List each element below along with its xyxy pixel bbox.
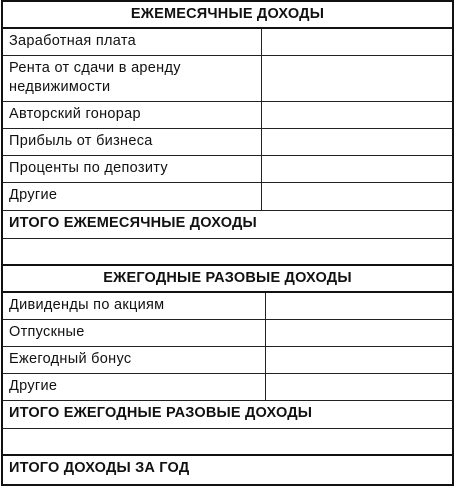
value-cell[interactable]	[261, 29, 452, 55]
row-label: Другие	[9, 187, 58, 203]
value-cell[interactable]	[261, 56, 452, 101]
monthly-income-header: ЕЖЕМЕСЯЧНЫЕ ДОХОДЫ	[3, 2, 452, 29]
table-row	[3, 156, 452, 183]
table-row	[3, 293, 452, 320]
row-label: Рента от сдачи в аренду недвижимости	[9, 60, 181, 95]
row-label: Прибыль от бизнеса	[9, 133, 153, 149]
table-row	[3, 374, 452, 401]
value-cell[interactable]	[265, 374, 452, 400]
table-row	[3, 102, 452, 129]
value-cell[interactable]	[265, 320, 452, 346]
value-cell[interactable]	[261, 102, 452, 128]
value-cell[interactable]	[265, 293, 452, 319]
table-row	[3, 56, 452, 102]
value-cell[interactable]	[261, 183, 452, 210]
table-row	[3, 320, 452, 347]
income-table	[1, 0, 454, 486]
monthly-total-value[interactable]	[3, 239, 452, 266]
table-row	[3, 347, 452, 374]
value-cell[interactable]	[265, 347, 452, 373]
value-cell[interactable]	[261, 129, 452, 155]
row-label: Проценты по депозиту	[9, 160, 168, 176]
row-label: Авторский гонорар	[9, 106, 141, 122]
row-label: Другие	[9, 378, 58, 394]
yearly-income-header: ЕЖЕГОДНЫЕ РАЗОВЫЕ ДОХОДЫ	[3, 266, 452, 293]
row-label: Ежегодный бонус	[9, 351, 132, 367]
value-cell[interactable]	[261, 156, 452, 182]
grand-total-label: ИТОГО ДОХОДЫ ЗА ГОД	[9, 460, 190, 476]
row-label: Отпускные	[9, 324, 85, 340]
row-label: Дивиденды по акциям	[9, 297, 165, 313]
table-row	[3, 29, 452, 56]
row-label: Заработная плата	[9, 33, 136, 49]
yearly-total-label: ИТОГО ЕЖЕГОДНЫЕ РАЗОВЫЕ ДОХОДЫ	[3, 401, 452, 429]
table-row	[3, 183, 452, 211]
table-row	[3, 129, 452, 156]
yearly-total-value[interactable]	[3, 429, 452, 456]
monthly-total-label: ИТОГО ЕЖЕМЕСЯЧНЫЕ ДОХОДЫ	[3, 211, 452, 239]
